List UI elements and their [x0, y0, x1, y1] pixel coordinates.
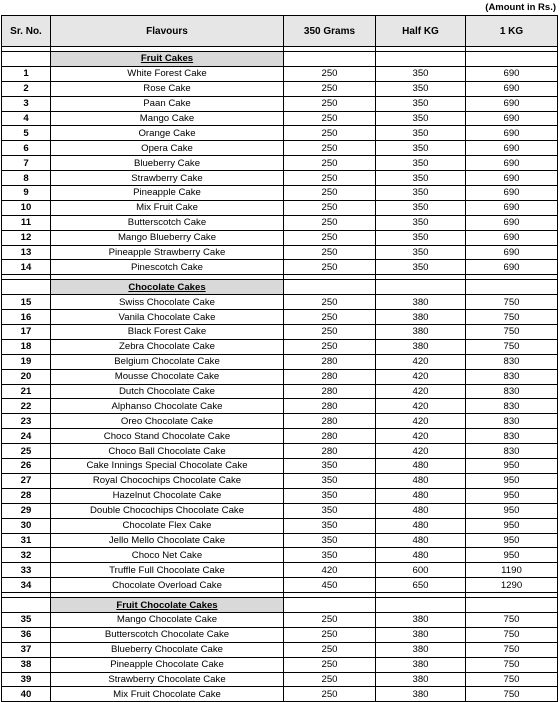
cell-sr-no: 1 [2, 66, 51, 81]
cell-flavour: Oreo Chocolate Cake [51, 414, 284, 429]
cell-sr-no: 21 [2, 384, 51, 399]
cell-350-grams: 280 [284, 414, 376, 429]
table-row [2, 141, 558, 156]
cell-sr-no: 16 [2, 310, 51, 325]
cell-1-kg: 690 [466, 260, 558, 275]
table-row [2, 245, 558, 260]
cell-350-grams: 280 [284, 384, 376, 399]
cell-flavour: Chocolate Overload Cake [51, 578, 284, 593]
cell-flavour: Jello Mello Chocolate Cake [51, 533, 284, 548]
cell-flavour: Double Chocochips Chocolate Cake [51, 503, 284, 518]
cell-half-kg: 350 [376, 245, 466, 260]
cell-flavour: Black Forest Cake [51, 325, 284, 340]
cell-half-kg: 380 [376, 672, 466, 687]
cell-sr-no: 5 [2, 126, 51, 141]
cell-half-kg: 420 [376, 414, 466, 429]
cell-1-kg: 750 [466, 339, 558, 354]
cell-1-kg: 950 [466, 503, 558, 518]
table-body [2, 47, 558, 702]
cell-flavour: Zebra Chocolate Cake [51, 339, 284, 354]
cell-350-grams: 250 [284, 66, 376, 81]
cell-flavour: Pineapple Strawberry Cake [51, 245, 284, 260]
cell-flavour: Strawberry Chocolate Cake [51, 672, 284, 687]
table-row [2, 657, 558, 672]
cell-1-kg: 830 [466, 399, 558, 414]
table-row [2, 429, 558, 444]
cell-sr-no: 32 [2, 548, 51, 563]
cell-flavour: Choco Net Cake [51, 548, 284, 563]
cell-flavour: Pineapple Cake [51, 186, 284, 201]
section-title-row [2, 598, 558, 613]
cell-flavour: Mix Fruit Cake [51, 200, 284, 215]
cell-sr-no: 26 [2, 459, 51, 474]
cell-flavour: Butterscotch Chocolate Cake [51, 627, 284, 642]
empty-cell [376, 598, 466, 613]
table-row [2, 672, 558, 687]
cell-flavour: Cake Innings Special Chocolate Cake [51, 459, 284, 474]
cell-flavour: Mousse Chocolate Cake [51, 369, 284, 384]
table-row [2, 473, 558, 488]
cell-350-grams: 450 [284, 578, 376, 593]
cell-1-kg: 950 [466, 459, 558, 474]
cell-1-kg: 690 [466, 186, 558, 201]
table-row [2, 548, 558, 563]
cell-sr-no: 19 [2, 354, 51, 369]
table-row [2, 369, 558, 384]
cell-sr-no: 34 [2, 578, 51, 593]
cell-flavour: Paan Cake [51, 96, 284, 111]
table-row [2, 459, 558, 474]
cell-1-kg: 750 [466, 687, 558, 702]
cell-350-grams: 280 [284, 429, 376, 444]
cell-1-kg: 690 [466, 245, 558, 260]
table-row [2, 444, 558, 459]
table-row [2, 354, 558, 369]
header-row [2, 16, 558, 47]
cell-sr-no: 20 [2, 369, 51, 384]
table-row [2, 215, 558, 230]
cell-flavour: Vanila Chocolate Cake [51, 310, 284, 325]
cell-half-kg: 480 [376, 503, 466, 518]
table-row [2, 488, 558, 503]
cell-sr-no: 25 [2, 444, 51, 459]
cell-1-kg: 750 [466, 325, 558, 340]
cell-350-grams: 250 [284, 186, 376, 201]
cell-1-kg: 690 [466, 81, 558, 96]
cell-1-kg: 950 [466, 473, 558, 488]
empty-cell [284, 52, 376, 67]
cell-sr-no: 36 [2, 627, 51, 642]
header-flavours: Flavours [51, 16, 284, 47]
cell-sr-no: 38 [2, 657, 51, 672]
cell-flavour: Butterscotch Cake [51, 215, 284, 230]
section-title-row [2, 280, 558, 295]
table-row [2, 96, 558, 111]
table-row [2, 66, 558, 81]
cell-350-grams: 350 [284, 473, 376, 488]
cell-sr-no: 23 [2, 414, 51, 429]
cell-350-grams: 250 [284, 156, 376, 171]
empty-cell [2, 598, 51, 613]
table-row [2, 339, 558, 354]
cell-half-kg: 350 [376, 215, 466, 230]
cell-flavour: Mix Fruit Chocolate Cake [51, 687, 284, 702]
cell-1-kg: 950 [466, 488, 558, 503]
table-row [2, 642, 558, 657]
cell-sr-no: 30 [2, 518, 51, 533]
cell-sr-no: 11 [2, 215, 51, 230]
section-title: Fruit Cakes [51, 52, 284, 67]
cell-sr-no: 35 [2, 612, 51, 627]
cell-350-grams: 250 [284, 126, 376, 141]
header-1-kg: 1 KG [466, 16, 558, 47]
cell-half-kg: 480 [376, 459, 466, 474]
cell-350-grams: 280 [284, 399, 376, 414]
empty-cell [2, 52, 51, 67]
cell-flavour: Orange Cake [51, 126, 284, 141]
cell-sr-no: 14 [2, 260, 51, 275]
cell-flavour: Pineapple Chocolate Cake [51, 657, 284, 672]
cell-flavour: Mango Chocolate Cake [51, 612, 284, 627]
empty-cell [376, 52, 466, 67]
cell-sr-no: 12 [2, 230, 51, 245]
cell-350-grams: 420 [284, 563, 376, 578]
cell-1-kg: 750 [466, 310, 558, 325]
table-row [2, 200, 558, 215]
cell-350-grams: 250 [284, 672, 376, 687]
cell-350-grams: 350 [284, 548, 376, 563]
cell-flavour: White Forest Cake [51, 66, 284, 81]
cell-sr-no: 37 [2, 642, 51, 657]
table-row [2, 81, 558, 96]
cell-1-kg: 830 [466, 429, 558, 444]
table-row [2, 325, 558, 340]
cell-350-grams: 250 [284, 260, 376, 275]
cell-sr-no: 40 [2, 687, 51, 702]
empty-cell [284, 598, 376, 613]
cell-half-kg: 480 [376, 518, 466, 533]
cell-sr-no: 39 [2, 672, 51, 687]
cell-1-kg: 950 [466, 533, 558, 548]
cell-half-kg: 350 [376, 111, 466, 126]
table-row [2, 126, 558, 141]
cell-half-kg: 350 [376, 156, 466, 171]
cell-flavour: Mango Cake [51, 111, 284, 126]
cell-1-kg: 690 [466, 200, 558, 215]
cell-flavour: Royal Chocochips Chocolate Cake [51, 473, 284, 488]
cell-350-grams: 250 [284, 96, 376, 111]
cell-flavour: Mango Blueberry Cake [51, 230, 284, 245]
cell-half-kg: 350 [376, 200, 466, 215]
cell-1-kg: 950 [466, 518, 558, 533]
table-row [2, 171, 558, 186]
cell-flavour: Belgium Chocolate Cake [51, 354, 284, 369]
cell-1-kg: 830 [466, 369, 558, 384]
cell-flavour: Hazelnut Chocolate Cake [51, 488, 284, 503]
empty-cell [466, 52, 558, 67]
table-row [2, 156, 558, 171]
cell-1-kg: 750 [466, 672, 558, 687]
cell-350-grams: 250 [284, 295, 376, 310]
table-row [2, 503, 558, 518]
table-row [2, 310, 558, 325]
table-row [2, 186, 558, 201]
cell-sr-no: 18 [2, 339, 51, 354]
cell-sr-no: 24 [2, 429, 51, 444]
cell-1-kg: 690 [466, 66, 558, 81]
header-sr-no: Sr. No. [2, 16, 51, 47]
cell-350-grams: 250 [284, 339, 376, 354]
cell-350-grams: 350 [284, 503, 376, 518]
cell-flavour: Swiss Chocolate Cake [51, 295, 284, 310]
amount-note: (Amount in Rs.) [485, 2, 556, 13]
cell-sr-no: 15 [2, 295, 51, 310]
cell-flavour: Rose Cake [51, 81, 284, 96]
cell-350-grams: 250 [284, 687, 376, 702]
table-row [2, 578, 558, 593]
cell-sr-no: 6 [2, 141, 51, 156]
cell-half-kg: 380 [376, 339, 466, 354]
cell-1-kg: 690 [466, 111, 558, 126]
cell-half-kg: 380 [376, 642, 466, 657]
cell-350-grams: 280 [284, 354, 376, 369]
cell-sr-no: 22 [2, 399, 51, 414]
table-row [2, 260, 558, 275]
table-row [2, 563, 558, 578]
cell-350-grams: 250 [284, 215, 376, 230]
cell-1-kg: 690 [466, 126, 558, 141]
cell-350-grams: 250 [284, 245, 376, 260]
cell-350-grams: 250 [284, 325, 376, 340]
cell-flavour: Alphanso Chocolate Cake [51, 399, 284, 414]
cell-sr-no: 29 [2, 503, 51, 518]
cell-350-grams: 250 [284, 200, 376, 215]
cell-flavour: Truffle Full Chocolate Cake [51, 563, 284, 578]
cell-half-kg: 350 [376, 171, 466, 186]
cell-half-kg: 350 [376, 66, 466, 81]
cell-sr-no: 17 [2, 325, 51, 340]
cell-1-kg: 690 [466, 141, 558, 156]
cell-350-grams: 250 [284, 111, 376, 126]
cell-1-kg: 750 [466, 642, 558, 657]
cell-flavour: Choco Stand Chocolate Cake [51, 429, 284, 444]
table-row [2, 533, 558, 548]
cell-half-kg: 380 [376, 310, 466, 325]
cell-half-kg: 420 [376, 354, 466, 369]
cell-350-grams: 250 [284, 642, 376, 657]
cell-sr-no: 4 [2, 111, 51, 126]
cell-half-kg: 380 [376, 687, 466, 702]
cell-1-kg: 690 [466, 230, 558, 245]
cell-half-kg: 650 [376, 578, 466, 593]
cell-sr-no: 13 [2, 245, 51, 260]
cell-sr-no: 7 [2, 156, 51, 171]
cell-350-grams: 350 [284, 459, 376, 474]
cell-1-kg: 690 [466, 215, 558, 230]
cell-350-grams: 250 [284, 627, 376, 642]
cell-half-kg: 380 [376, 612, 466, 627]
table-row [2, 518, 558, 533]
cell-sr-no: 2 [2, 81, 51, 96]
cell-sr-no: 33 [2, 563, 51, 578]
cell-1-kg: 690 [466, 96, 558, 111]
cell-half-kg: 380 [376, 657, 466, 672]
cell-1-kg: 830 [466, 354, 558, 369]
cell-half-kg: 420 [376, 384, 466, 399]
cell-1-kg: 1190 [466, 563, 558, 578]
table-row [2, 384, 558, 399]
cell-half-kg: 350 [376, 96, 466, 111]
cell-flavour: Blueberry Cake [51, 156, 284, 171]
cell-flavour: Strawberry Cake [51, 171, 284, 186]
cell-350-grams: 350 [284, 533, 376, 548]
cell-1-kg: 690 [466, 156, 558, 171]
cell-350-grams: 250 [284, 612, 376, 627]
empty-cell [284, 280, 376, 295]
table-row [2, 414, 558, 429]
cell-flavour: Chocolate Flex Cake [51, 518, 284, 533]
cell-half-kg: 420 [376, 429, 466, 444]
cell-350-grams: 250 [284, 141, 376, 156]
cell-350-grams: 250 [284, 657, 376, 672]
cell-350-grams: 250 [284, 81, 376, 96]
table-row [2, 111, 558, 126]
price-table [1, 15, 558, 702]
cell-half-kg: 420 [376, 444, 466, 459]
cell-350-grams: 250 [284, 171, 376, 186]
cell-half-kg: 600 [376, 563, 466, 578]
empty-cell [2, 280, 51, 295]
cell-sr-no: 10 [2, 200, 51, 215]
cell-half-kg: 350 [376, 230, 466, 245]
cell-flavour: Pinescotch Cake [51, 260, 284, 275]
cell-1-kg: 750 [466, 295, 558, 310]
cell-sr-no: 31 [2, 533, 51, 548]
cell-350-grams: 350 [284, 518, 376, 533]
cell-1-kg: 750 [466, 657, 558, 672]
cell-1-kg: 1290 [466, 578, 558, 593]
cell-half-kg: 350 [376, 260, 466, 275]
cell-sr-no: 27 [2, 473, 51, 488]
empty-cell [466, 598, 558, 613]
cell-half-kg: 350 [376, 186, 466, 201]
cell-half-kg: 350 [376, 81, 466, 96]
table-row [2, 230, 558, 245]
cell-1-kg: 830 [466, 444, 558, 459]
cell-flavour: Dutch Chocolate Cake [51, 384, 284, 399]
cell-flavour: Choco Ball Chocolate Cake [51, 444, 284, 459]
header-350-grams: 350 Grams [284, 16, 376, 47]
cell-sr-no: 9 [2, 186, 51, 201]
section-title: Chocolate Cakes [51, 280, 284, 295]
cell-1-kg: 750 [466, 627, 558, 642]
cell-half-kg: 420 [376, 399, 466, 414]
table-row [2, 399, 558, 414]
cell-half-kg: 350 [376, 126, 466, 141]
cell-half-kg: 420 [376, 369, 466, 384]
cell-350-grams: 250 [284, 310, 376, 325]
cell-1-kg: 830 [466, 414, 558, 429]
cell-half-kg: 480 [376, 548, 466, 563]
cell-half-kg: 380 [376, 295, 466, 310]
table-row [2, 627, 558, 642]
cell-1-kg: 750 [466, 612, 558, 627]
cell-sr-no: 28 [2, 488, 51, 503]
cell-1-kg: 690 [466, 171, 558, 186]
header-half-kg: Half KG [376, 16, 466, 47]
section-title-row [2, 52, 558, 67]
cell-sr-no: 3 [2, 96, 51, 111]
cell-half-kg: 480 [376, 533, 466, 548]
cell-half-kg: 480 [376, 473, 466, 488]
cell-flavour: Blueberry Chocolate Cake [51, 642, 284, 657]
cell-1-kg: 830 [466, 384, 558, 399]
cell-half-kg: 380 [376, 627, 466, 642]
table-row [2, 612, 558, 627]
cell-half-kg: 350 [376, 141, 466, 156]
cell-350-grams: 280 [284, 444, 376, 459]
table-row [2, 295, 558, 310]
empty-cell [376, 280, 466, 295]
cell-sr-no: 8 [2, 171, 51, 186]
cell-flavour: Opera Cake [51, 141, 284, 156]
cell-1-kg: 950 [466, 548, 558, 563]
cell-350-grams: 350 [284, 488, 376, 503]
cell-half-kg: 380 [376, 325, 466, 340]
cell-350-grams: 280 [284, 369, 376, 384]
cell-half-kg: 480 [376, 488, 466, 503]
empty-cell [466, 280, 558, 295]
section-title: Fruit Chocolate Cakes [51, 598, 284, 613]
cell-350-grams: 250 [284, 230, 376, 245]
